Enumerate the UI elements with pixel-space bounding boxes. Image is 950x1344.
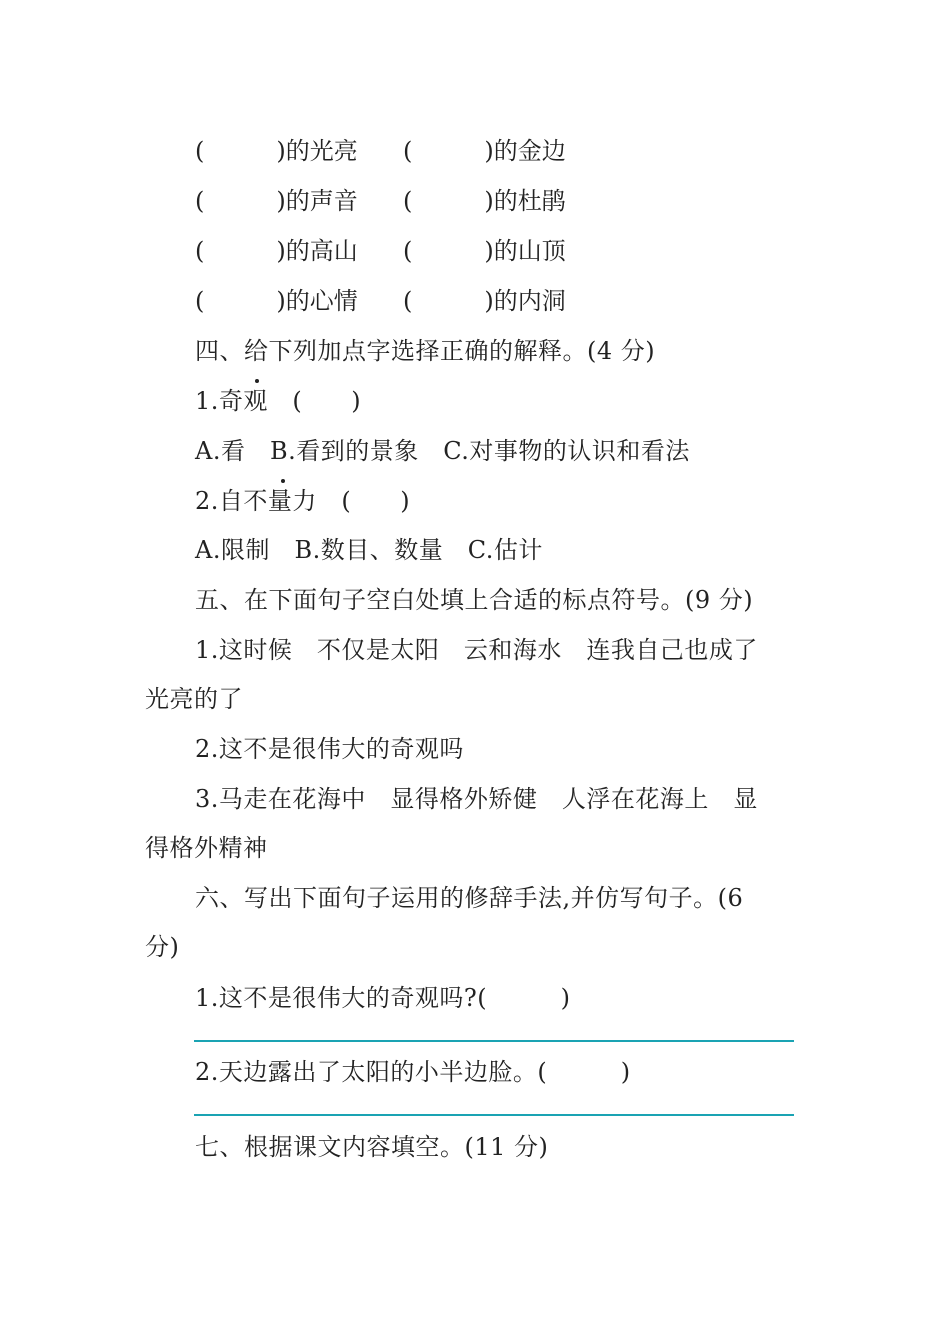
section6-question-2: 2.天边露出了太阳的小半边脸。( ) — [195, 1058, 631, 1086]
section5-question-2: 2.这不是很伟大的奇观吗 — [195, 735, 464, 763]
answer-line — [194, 1114, 794, 1116]
section4-options-1: A.看 B.看到的景象 C.对事物的认识和看法 — [195, 437, 690, 465]
fill-item: ( )的山顶 — [403, 237, 566, 265]
fill-item: ( )的内洞 — [403, 287, 566, 315]
fill-item: ( )的金边 — [403, 137, 566, 165]
section4-question-1: 1.奇观 ( ) — [195, 387, 362, 415]
section6-question-1: 1.这不是很伟大的奇观吗?( ) — [195, 984, 571, 1012]
section5-question-3: 3.马走在花海中 显得格外矫健 人浮在花海上 显 — [195, 785, 758, 813]
fill-item: ( )的光亮 — [195, 137, 358, 165]
section5-question-3-cont: 得格外精神 — [145, 834, 268, 862]
fill-item: ( )的心情 — [195, 287, 358, 315]
emphasis-dot — [281, 479, 285, 483]
answer-line — [194, 1040, 794, 1042]
section5-title: 五、在下面句子空白处填上合适的标点符号。(9 分) — [195, 586, 754, 614]
section6-title-cont: 分) — [145, 933, 180, 961]
section5-question-1: 1.这时候 不仅是太阳 云和海水 连我自己也成了 — [195, 636, 758, 664]
section4-question-2: 2.自不量力 ( ) — [195, 487, 411, 515]
section6-title: 六、写出下面句子运用的修辞手法,并仿写句子。(6 — [195, 884, 744, 912]
fill-item: ( )的高山 — [195, 237, 358, 265]
section4-options-2: A.限制 B.数目、数量 C.估计 — [195, 536, 543, 564]
section5-question-1-cont: 光亮的了 — [145, 685, 243, 713]
section7-title: 七、根据课文内容填空。(11 分) — [195, 1133, 549, 1161]
emphasis-dot — [255, 379, 259, 383]
section4-title: 四、给下列加点字选择正确的解释。(4 分) — [195, 337, 656, 365]
fill-item: ( )的杜鹃 — [403, 187, 566, 215]
fill-item: ( )的声音 — [195, 187, 358, 215]
